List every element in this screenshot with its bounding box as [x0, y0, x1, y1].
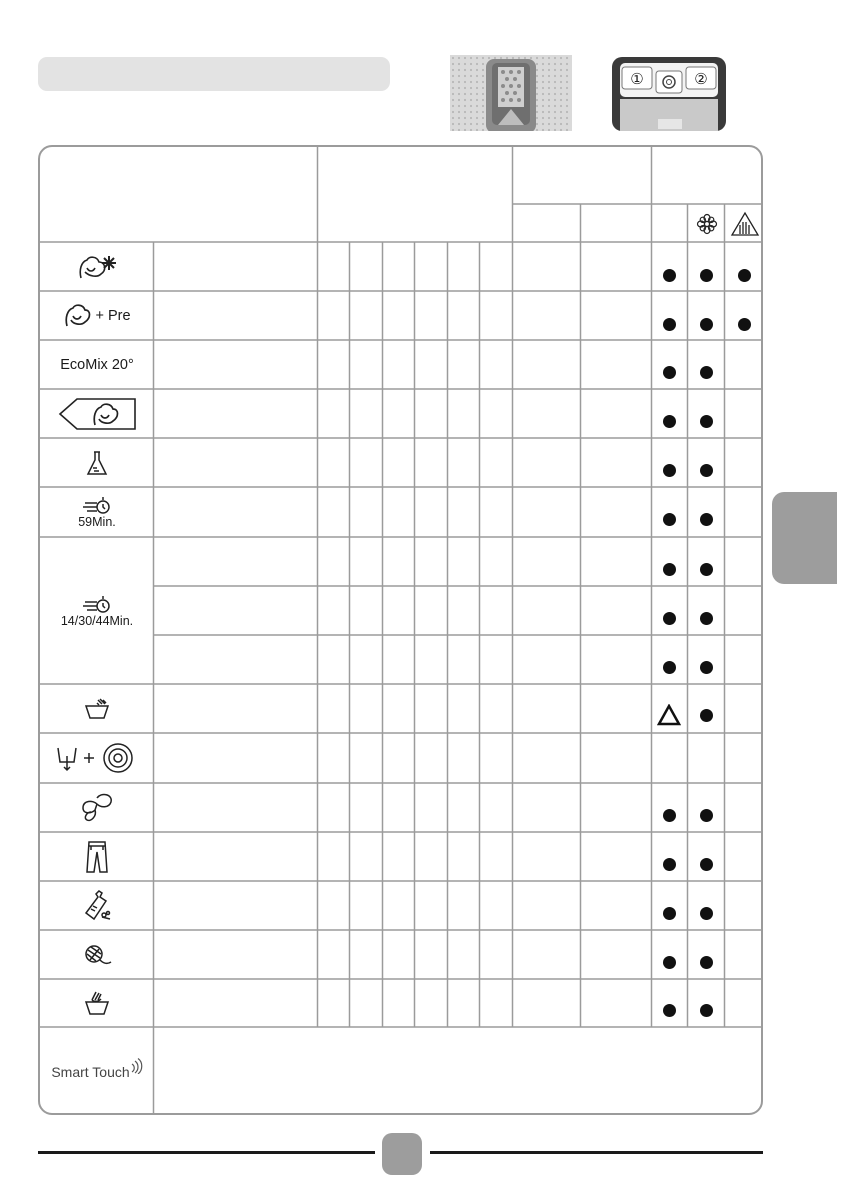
dot-mark	[699, 512, 714, 527]
compartment-2-label: ②	[694, 70, 708, 88]
section-title-bar	[38, 57, 390, 91]
smart-touch-label: Smart Touch	[51, 1064, 130, 1080]
synthetics-butterfly-icon	[79, 792, 115, 824]
dot-mark	[699, 955, 714, 970]
dot-mark	[662, 660, 677, 675]
dot-mark	[699, 317, 714, 332]
dot-mark	[737, 268, 752, 283]
dot-mark	[699, 708, 714, 723]
drawer-detail-photo	[450, 55, 572, 131]
section-side-tab	[772, 492, 837, 584]
dot-mark	[699, 562, 714, 577]
rinse-basin-icon	[84, 698, 110, 720]
page-number-badge	[382, 1133, 422, 1175]
wool-yarn-icon	[82, 942, 112, 968]
triangle-mark	[657, 704, 681, 726]
programme-text-3: EcoMix 20°	[60, 356, 134, 373]
rapid-clock-icon	[81, 495, 113, 515]
compartment-1-label: ①	[630, 70, 644, 88]
programme-label-6: 59Min.	[78, 515, 116, 529]
programme-symbol-4	[40, 389, 154, 438]
wireless-signal-icon	[131, 1058, 143, 1074]
programme-symbol-10	[40, 783, 154, 832]
dot-mark	[699, 857, 714, 872]
dot-mark	[699, 1003, 714, 1018]
dot-mark	[662, 955, 677, 970]
dot-mark	[699, 611, 714, 626]
smart-touch-logo	[40, 1027, 154, 1115]
programme-symbol-1	[40, 242, 154, 291]
programme-symbol-9	[40, 733, 154, 783]
jeans-icon	[86, 840, 108, 874]
baby-bottle-icon	[82, 889, 112, 923]
dot-mark	[662, 317, 677, 332]
programme-symbol-2	[40, 291, 154, 340]
footer-rule-left	[38, 1151, 375, 1154]
drain-spin-icon	[54, 742, 140, 774]
programme-label-7: 14/30/44Min.	[60, 613, 134, 628]
programme-symbol-3	[40, 340, 154, 389]
dot-mark	[662, 268, 677, 283]
softener-flower-icon	[696, 213, 718, 235]
dot-mark	[662, 512, 677, 527]
dot-mark	[699, 463, 714, 478]
programme-symbol-11	[40, 832, 154, 881]
dot-mark	[662, 562, 677, 577]
dot-mark	[662, 463, 677, 478]
dot-mark	[662, 414, 677, 429]
dot-mark	[699, 414, 714, 429]
dot-mark	[699, 365, 714, 380]
dot-mark	[662, 857, 677, 872]
programme-text-2: + Pre	[95, 307, 131, 324]
cotton-flower-star-icon	[75, 252, 119, 282]
programme-symbol-12	[40, 881, 154, 930]
footer-rule-right	[430, 1151, 763, 1154]
dot-mark	[699, 906, 714, 921]
dot-mark	[662, 1003, 677, 1018]
dot-mark	[662, 611, 677, 626]
dot-mark	[662, 365, 677, 380]
cotton-flower-icon	[63, 304, 91, 328]
dot-mark	[662, 808, 677, 823]
dot-mark	[737, 317, 752, 332]
programme-symbol-5	[40, 438, 154, 487]
programme-symbol-13	[40, 930, 154, 979]
dot-mark	[662, 906, 677, 921]
rapid-clock-icon	[81, 594, 113, 614]
dot-mark	[699, 660, 714, 675]
programme-symbol-14	[40, 979, 154, 1027]
programme-symbol-7	[40, 537, 154, 684]
programme-symbol-6	[40, 487, 154, 537]
programme-symbol-8	[40, 684, 154, 733]
cotton-tag-icon	[57, 397, 137, 431]
flask-icon	[86, 450, 108, 476]
programme-table	[38, 145, 763, 1115]
dot-mark	[699, 808, 714, 823]
drawer-compartments-photo	[608, 55, 730, 131]
dot-mark	[699, 268, 714, 283]
bleach-hand-icon	[730, 211, 760, 237]
hand-wash-icon	[84, 990, 110, 1016]
